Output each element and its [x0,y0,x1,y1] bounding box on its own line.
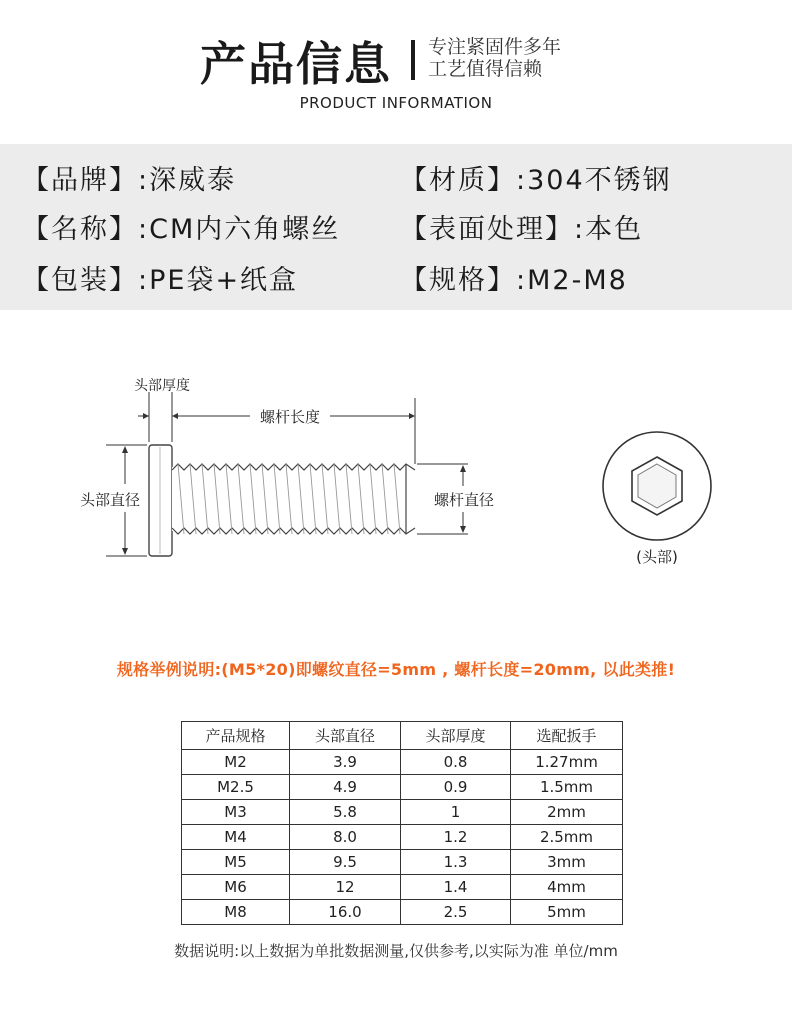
cell-head-thickness: 2.5 [401,900,511,925]
table-row [182,750,623,775]
info-material: 【材质】:304不锈钢 [400,165,672,196]
cell-head-thickness: 1 [401,800,511,825]
label-head-view: (头部) [636,548,678,566]
cell-spec: M5 [182,850,290,875]
label-head-thickness: 头部厚度 [134,378,190,394]
slogan-line-1: 专注紧固件多年 [428,36,562,58]
table-row [182,875,623,900]
cell-head-diameter: 4.9 [290,775,401,800]
cell-head-thickness: 1.2 [401,825,511,850]
cell-head-diameter: 12 [290,875,401,900]
cell-head-diameter: 16.0 [290,900,401,925]
cell-spec: M6 [182,875,290,900]
label-screw-length: 螺杆长度 [259,408,321,426]
cell-head-diameter: 9.5 [290,850,401,875]
info-package: 【包装】:PE袋+纸盒 [22,265,299,296]
cell-wrench: 5mm [511,900,623,925]
product-info-panel [0,144,792,310]
info-brand: 【品牌】:深威泰 [22,165,237,196]
info-finish: 【表面处理】:本色 [400,214,644,245]
col-header-spec: 产品规格 [182,722,290,750]
table-header-row [182,722,623,750]
info-name: 【名称】:CM内六角螺丝 [22,214,341,245]
cell-wrench: 2.5mm [511,825,623,850]
slogan [428,36,561,80]
spec-table [181,721,623,925]
cell-head-thickness: 0.8 [401,750,511,775]
cell-wrench: 4mm [511,875,623,900]
title-divider [411,40,415,80]
head-top-view [603,432,711,540]
page-subtitle: PRODUCT INFORMATION [299,94,493,112]
table-row [182,800,623,825]
cell-wrench: 1.27mm [511,750,623,775]
col-header-head-thickness: 头部厚度 [401,722,511,750]
col-header-wrench: 选配扳手 [511,722,623,750]
cell-head-diameter: 8.0 [290,825,401,850]
table-row [182,775,623,800]
cell-head-thickness: 1.3 [401,850,511,875]
page-header [0,0,792,140]
page-title: 产品信息 [200,37,392,91]
cell-spec: M8 [182,900,290,925]
cell-spec: M2 [182,750,290,775]
cell-wrench: 2mm [511,800,623,825]
slogan-line-2: 工艺值得信赖 [428,58,543,80]
cell-wrench: 1.5mm [511,775,623,800]
table-row [182,850,623,875]
cell-head-thickness: 0.9 [401,775,511,800]
cell-spec: M3 [182,800,290,825]
table-row [182,825,623,850]
screw-diagram [0,360,792,590]
label-shank-diameter: 螺杆直径 [433,491,495,509]
col-header-head-diameter: 头部直径 [290,722,401,750]
screw-shank [172,464,415,534]
table-row [182,900,623,925]
spec-example: 规格举例说明:(M5*20)即螺纹直径=5mm , 螺杆长度=20mm, 以此类推! [116,660,676,679]
cell-spec: M4 [182,825,290,850]
label-head-diameter: 头部直径 [79,491,141,509]
cell-head-thickness: 1.4 [401,875,511,900]
cell-spec: M2.5 [182,775,290,800]
cell-wrench: 3mm [511,850,623,875]
cell-head-diameter: 3.9 [290,750,401,775]
data-note: 数据说明:以上数据为单批数据测量,仅供参考,以实际为准 单位/mm [174,942,618,960]
cell-head-diameter: 5.8 [290,800,401,825]
info-spec: 【规格】:M2-M8 [400,265,628,296]
